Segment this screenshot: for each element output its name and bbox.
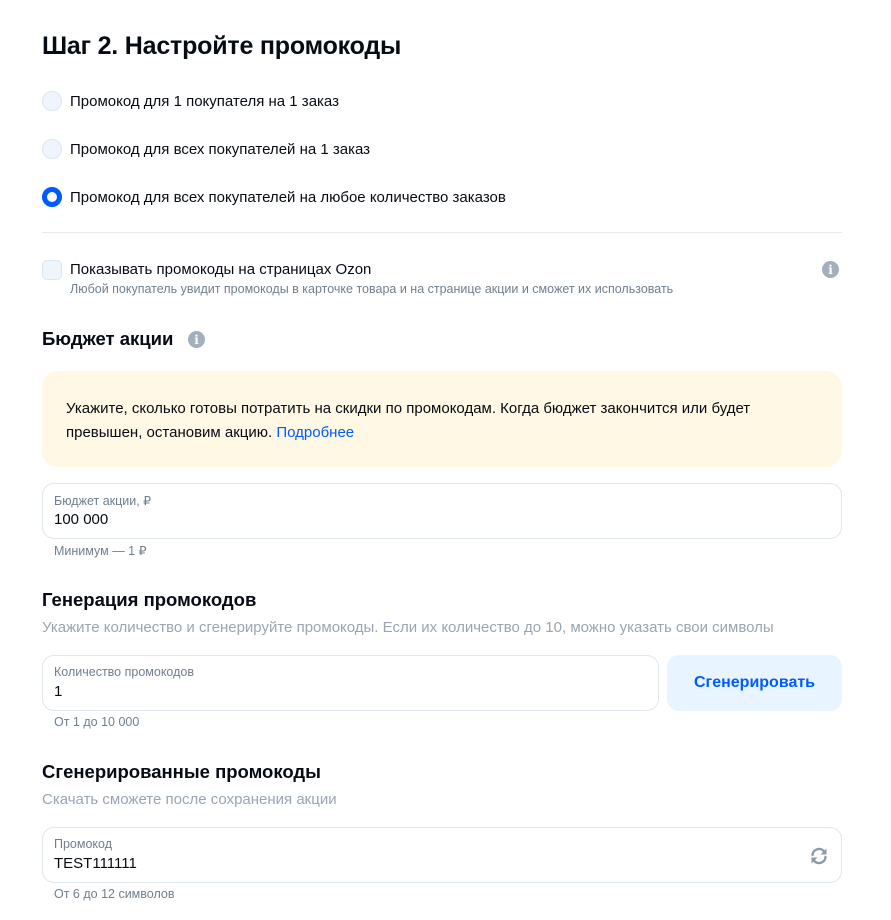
generation-section-title: Генерация промокодов [42,589,257,610]
page-title: Шаг 2. Настройте промокоды [42,32,402,60]
radio-label: Промокод для 1 покупателя на 1 заказ [70,92,339,110]
budget-section-title [42,328,173,350]
section-title-text: Бюджет акции [42,328,174,349]
radio-button-selected[interactable] [42,187,62,207]
budget-notice [42,371,842,467]
promo-count-hint: От 1 до 10 000 [54,715,140,729]
radio-button[interactable] [42,139,62,159]
radio-option-single-buyer[interactable] [42,91,339,111]
budget-hint: Минимум — 1 ₽ [54,544,147,558]
field-label: Промокод [54,837,113,851]
radio-option-all-buyers-any-orders[interactable] [42,187,506,207]
notice-text: Укажите, сколько готовы потратить на скидки по промокодам. Когда бюджет закончится или будет превышен, остановим акцию. [66,400,751,441]
checkbox-hint: Любой покупатель увидит промокоды в карточке товара и на странице акции и сможет их использовать [70,282,674,296]
promo-code-input[interactable] [54,855,794,872]
info-icon[interactable]: i [822,261,839,278]
radio-label: Промокод для всех покупателей на любое количество заказов [70,188,506,206]
field-label: Бюджет акции, ₽ [54,494,152,508]
radio-button[interactable] [42,91,62,111]
budget-input[interactable] [54,511,754,528]
generate-button[interactable]: Сгенерировать [667,655,842,711]
show-on-ozon-option[interactable] [42,259,842,299]
divider [42,232,842,233]
generation-description: Укажите количество и сгенерируйте промокоды. Если их количество до 10, можно указать свои символы [42,619,774,636]
budget-field[interactable] [42,483,842,539]
more-info-link[interactable]: Подробнее [276,424,355,441]
promo-code-hint: От 6 до 12 символов [54,887,175,901]
refresh-icon[interactable] [809,846,829,866]
field-label: Количество промокодов [54,665,194,679]
info-icon[interactable]: i [188,331,205,348]
checkbox-label: Показывать промокоды на страницах Ozon [70,261,372,278]
generated-section-title: Сгенерированные промокоды [42,761,321,782]
promo-count-field[interactable] [42,655,659,711]
generated-description: Скачать сможете после сохранения акции [42,791,337,808]
show-on-ozon-checkbox[interactable] [42,260,62,280]
promo-code-field[interactable] [42,827,842,883]
radio-option-all-buyers-one-order[interactable] [42,139,370,159]
promo-count-input[interactable] [54,683,644,700]
radio-label: Промокод для всех покупателей на 1 заказ [70,140,371,158]
